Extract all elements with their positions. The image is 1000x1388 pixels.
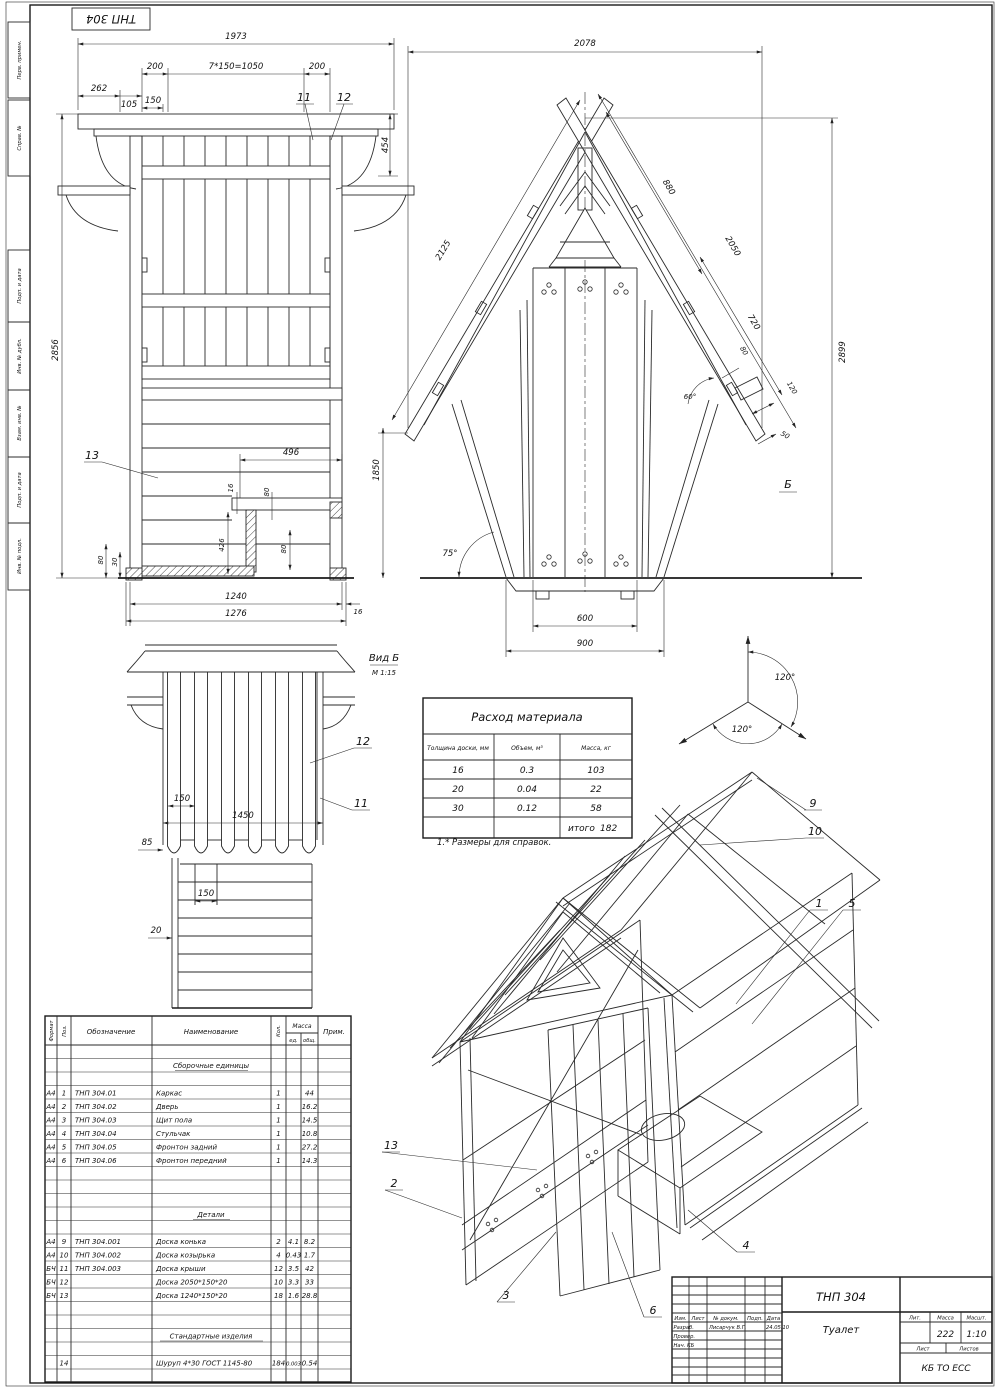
svg-text:Шуруп 4*30 ГОСТ 1145-80: Шуруп 4*30 ГОСТ 1145-80	[156, 1359, 253, 1368]
dim-2078: 2078	[574, 39, 596, 49]
spec-col-pos: Поз.	[62, 1025, 68, 1037]
tb-mass-label: Масса	[937, 1315, 954, 1322]
callout-10: 10	[808, 825, 822, 838]
dim-150b: 150	[197, 889, 215, 899]
svg-text:11: 11	[59, 1265, 69, 1273]
dim-16a: 16	[227, 483, 235, 493]
svg-text:184: 184	[271, 1359, 286, 1368]
title-block	[672, 1277, 992, 1383]
margin-label: Перв. примен.	[17, 40, 23, 80]
material-col-volume: Объем, м³	[511, 745, 543, 752]
spec-col-mass: Масса	[292, 1023, 312, 1030]
svg-text:Фронтон задний: Фронтон задний	[156, 1143, 218, 1152]
mt-r1c0: 20	[452, 785, 464, 795]
dim-20: 20	[150, 926, 162, 936]
table-row	[46, 1279, 314, 1287]
spec-col-mass-obsch: общ.	[303, 1038, 316, 1044]
svg-text:Щит пола: Щит пола	[156, 1116, 193, 1125]
corner-stamp	[72, 8, 150, 30]
svg-text:ТНП 304.06: ТНП 304.06	[75, 1157, 117, 1165]
table-row	[60, 1360, 318, 1368]
svg-text:2: 2	[276, 1238, 281, 1246]
dim-600: 600	[576, 614, 594, 624]
svg-text:12: 12	[59, 1278, 69, 1287]
callout-5: 5	[848, 897, 856, 910]
svg-text:33: 33	[305, 1278, 314, 1287]
spec-col-note: Прим.	[323, 1028, 345, 1036]
dim-80a: 80	[263, 487, 271, 497]
dim-1276: 1276	[225, 609, 247, 619]
svg-text:1: 1	[276, 1130, 281, 1138]
svg-text:1: 1	[61, 1089, 67, 1098]
dim-85: 85	[141, 838, 153, 848]
svg-text:ТНП 304.001: ТНП 304.001	[75, 1238, 121, 1246]
tb-product-name: Туалет	[822, 1325, 860, 1336]
dim-454: 454	[381, 136, 391, 154]
iso-axes-symbol	[679, 636, 806, 744]
mt-total-value: 182	[600, 824, 618, 834]
reference-note: 1.* Размеры для справок.	[437, 838, 552, 848]
svg-text:14.5: 14.5	[301, 1116, 318, 1125]
table-row	[45, 1238, 315, 1246]
callout-2: 2	[390, 1177, 398, 1190]
svg-text:1: 1	[276, 1103, 281, 1111]
svg-text:14: 14	[59, 1359, 69, 1368]
svg-text:Доска 2050*150*20: Доска 2050*150*20	[156, 1278, 228, 1287]
dim-1850: 1850	[372, 459, 382, 481]
dim-2899: 2899	[838, 341, 848, 363]
callout-9: 9	[809, 797, 817, 810]
callout-11b: 11	[354, 797, 368, 810]
dim-80: 80	[738, 345, 750, 357]
mt-r2c1: 0.12	[516, 804, 538, 814]
svg-text:А4: А4	[46, 1143, 56, 1152]
margin-label: Справ. №	[17, 125, 23, 151]
margin-label: Подп. и дата	[17, 472, 23, 508]
table-row	[45, 1144, 317, 1152]
svg-text:Дверь: Дверь	[156, 1103, 179, 1111]
table-row	[45, 1103, 317, 1111]
callout-12: 12	[337, 91, 351, 104]
table-row	[45, 1130, 317, 1138]
svg-text:БЧ: БЧ	[46, 1278, 56, 1287]
svg-text:10.8: 10.8	[301, 1130, 318, 1138]
dim-1450: 1450	[232, 811, 254, 821]
table-row	[45, 1117, 317, 1125]
axonometric-view	[382, 772, 880, 1317]
table-row	[45, 1090, 314, 1098]
tb-date: 24.05.10	[766, 1325, 790, 1331]
margin-label: Инв. № подл.	[17, 538, 23, 574]
angle-120-1: 120°	[774, 673, 796, 683]
svg-text:А4: А4	[46, 1251, 56, 1260]
svg-text:А4: А4	[46, 1103, 56, 1111]
side-view	[372, 39, 862, 657]
svg-text:9: 9	[61, 1238, 67, 1246]
mt-total-label: итого	[568, 824, 595, 834]
svg-text:0.003: 0.003	[286, 1361, 301, 1368]
margin-label: Инв. № дубл.	[17, 338, 23, 374]
svg-text:3.5: 3.5	[287, 1265, 300, 1273]
svg-text:Доска крыши: Доска крыши	[156, 1265, 206, 1273]
tb-designation: ТНП 304	[816, 1290, 866, 1304]
material-col-thickness: Толщина доски, мм	[427, 745, 489, 752]
angle-120-2: 120°	[731, 725, 753, 735]
dim-105: 105	[120, 100, 138, 110]
svg-text:Фронтон передний: Фронтон передний	[156, 1157, 227, 1165]
dim-120: 120	[784, 380, 799, 396]
dim-496: 496	[282, 448, 300, 458]
svg-text:42: 42	[305, 1265, 314, 1273]
tb-developer: Лисарчук В.Г.	[709, 1325, 747, 1331]
tb-row-razrab: Разраб.	[673, 1325, 694, 1331]
svg-text:0.43: 0.43	[285, 1251, 302, 1260]
tb-sheets-label: Листов	[959, 1346, 979, 1353]
svg-text:8.2: 8.2	[303, 1238, 316, 1246]
svg-text:Доска конька: Доска конька	[156, 1238, 207, 1246]
tb-col-data: Дата	[766, 1316, 781, 1322]
tb-lit-label: Лит.	[909, 1315, 921, 1322]
margin-label: Подп. и дата	[17, 268, 23, 304]
svg-text:10: 10	[59, 1251, 69, 1260]
spec-section-assembly: Сборочные единицы	[172, 1062, 250, 1070]
spec-col-mass-ed: ед.	[289, 1038, 298, 1044]
svg-text:Каркас: Каркас	[156, 1089, 183, 1098]
callout-13-axon: 13	[384, 1139, 398, 1152]
svg-text:БЧ: БЧ	[46, 1292, 56, 1300]
dim-16b: 16	[353, 608, 363, 616]
dim-80c: 80	[97, 555, 105, 565]
svg-text:ТНП 304.003: ТНП 304.003	[75, 1265, 121, 1273]
svg-text:5: 5	[61, 1143, 67, 1152]
svg-text:Доска 1240*150*20: Доска 1240*150*20	[156, 1292, 228, 1300]
svg-text:13: 13	[59, 1292, 69, 1300]
svg-text:6: 6	[61, 1157, 67, 1165]
view-b-scale: М 1:15	[372, 669, 396, 677]
svg-text:ТНП 304.05: ТНП 304.05	[75, 1143, 117, 1152]
dim-1973: 1973	[225, 32, 247, 42]
dim-80b: 80	[280, 544, 288, 554]
dim-75deg: 75°	[442, 549, 458, 559]
material-col-mass: Масса, кг	[581, 745, 611, 752]
tb-org: КБ ТО ЕСС	[921, 1364, 971, 1374]
svg-text:А4: А4	[46, 1089, 56, 1098]
callout-11: 11	[297, 91, 311, 104]
dim-60deg: 60°	[683, 393, 697, 401]
material-table	[423, 698, 632, 838]
svg-text:0.54: 0.54	[301, 1359, 318, 1368]
svg-text:44: 44	[305, 1089, 314, 1098]
svg-text:3: 3	[61, 1116, 67, 1125]
svg-text:А4: А4	[46, 1238, 56, 1246]
view-direction-label: Б	[784, 478, 792, 491]
mt-r2c2: 58	[590, 804, 602, 814]
mt-r2c0: 30	[452, 804, 464, 814]
view-b-title: Вид Б	[368, 653, 400, 664]
svg-text:1.6: 1.6	[287, 1292, 300, 1300]
svg-text:2: 2	[61, 1103, 67, 1111]
mt-r0c2: 103	[587, 766, 605, 776]
table-row	[45, 1157, 317, 1165]
margin-stamps	[8, 22, 30, 590]
spec-section-standard: Стандартные изделия	[169, 1332, 253, 1341]
svg-text:27.2: 27.2	[301, 1143, 318, 1152]
table-row	[46, 1265, 314, 1273]
svg-text:А4: А4	[46, 1116, 56, 1125]
dim-2856: 2856	[51, 339, 61, 361]
spec-rows	[45, 1090, 317, 1368]
dim-880: 880	[659, 177, 677, 197]
tb-scale-label: Масшт.	[966, 1315, 987, 1322]
mt-r1c2: 22	[590, 785, 602, 795]
svg-text:12: 12	[274, 1265, 283, 1273]
dim-200-left: 200	[146, 62, 164, 72]
sheet-frame	[6, 2, 994, 1386]
svg-text:ТНП 304.02: ТНП 304.02	[75, 1103, 117, 1111]
table-row	[45, 1252, 315, 1260]
callout-3: 3	[502, 1289, 510, 1302]
svg-text:4: 4	[61, 1130, 67, 1138]
tb-sheet-label: Лист	[916, 1346, 930, 1353]
front-view	[51, 32, 414, 626]
callout-4: 4	[742, 1239, 750, 1252]
mt-r1c1: 0.04	[516, 785, 538, 795]
svg-text:1.7: 1.7	[303, 1251, 316, 1260]
dim-720: 720	[744, 312, 762, 332]
svg-text:Доска козырька: Доска козырька	[156, 1251, 216, 1260]
svg-text:Стульчак: Стульчак	[156, 1130, 191, 1138]
spec-col-designation: Обозначение	[86, 1028, 136, 1036]
svg-text:ТНП 304.01: ТНП 304.01	[75, 1089, 117, 1098]
dim-262: 262	[90, 84, 108, 94]
svg-text:28.8: 28.8	[301, 1292, 318, 1300]
spec-col-name: Наименование	[183, 1028, 239, 1036]
svg-text:1: 1	[276, 1143, 281, 1152]
spec-col-qty: Кол.	[276, 1025, 282, 1037]
svg-text:ТНП 304.002: ТНП 304.002	[75, 1251, 121, 1260]
corner-stamp-text: ТНП 304	[86, 12, 136, 26]
svg-text:1: 1	[276, 1157, 281, 1165]
svg-text:А4: А4	[46, 1157, 56, 1165]
tb-col-list: Лист	[691, 1316, 705, 1322]
dim-1240: 1240	[225, 592, 247, 602]
tb-col-doc: № докум.	[713, 1316, 739, 1322]
tb-row-prover: Провер.	[673, 1334, 696, 1340]
svg-text:ТНП 304.04: ТНП 304.04	[75, 1130, 117, 1138]
tb-mass-value: 222	[936, 1330, 955, 1340]
view-b	[127, 645, 399, 1008]
svg-text:10: 10	[274, 1278, 283, 1287]
dim-200-right: 200	[308, 62, 326, 72]
dim-2125: 2125	[433, 238, 454, 263]
dim-150a: 150	[173, 794, 191, 804]
callout-6: 6	[649, 1304, 657, 1317]
dim-150: 150	[144, 96, 162, 106]
svg-text:16.2: 16.2	[301, 1103, 318, 1111]
dim-2050: 2050	[722, 234, 743, 259]
tb-col-izm: Изм.	[674, 1316, 687, 1322]
svg-text:4: 4	[276, 1251, 281, 1260]
svg-text:1: 1	[276, 1116, 281, 1125]
tb-row-nachkb: Нач. КБ	[673, 1343, 695, 1349]
dim-426: 426	[218, 538, 226, 552]
tb-col-podp: Подп.	[747, 1316, 763, 1322]
tb-scale-value: 1:10	[966, 1330, 987, 1340]
dim-50: 50	[779, 429, 791, 441]
svg-text:14.3: 14.3	[301, 1157, 318, 1165]
svg-text:А4: А4	[46, 1130, 56, 1138]
dim-900: 900	[576, 639, 594, 649]
table-row	[46, 1292, 318, 1300]
dim-30: 30	[111, 557, 119, 567]
specification-table	[45, 1016, 351, 1382]
dim-7x150: 7*150=1050	[208, 62, 264, 72]
material-table-title: Расход материала	[471, 710, 583, 724]
spec-col-format: Формат	[49, 1020, 55, 1042]
mt-r0c0: 16	[452, 766, 464, 776]
svg-text:3.3: 3.3	[287, 1278, 300, 1287]
svg-text:БЧ: БЧ	[46, 1265, 56, 1273]
svg-text:18: 18	[274, 1292, 283, 1300]
callout-1: 1	[815, 897, 823, 910]
spec-section-details: Детали	[197, 1211, 225, 1219]
svg-text:4.1: 4.1	[287, 1238, 300, 1246]
callout-12b: 12	[356, 735, 370, 748]
svg-text:1: 1	[276, 1089, 281, 1098]
callout-13: 13	[85, 449, 99, 462]
svg-text:ТНП 304.03: ТНП 304.03	[75, 1116, 117, 1125]
mt-r0c1: 0.3	[519, 766, 535, 776]
margin-label: Взам. инв. №	[17, 405, 23, 441]
